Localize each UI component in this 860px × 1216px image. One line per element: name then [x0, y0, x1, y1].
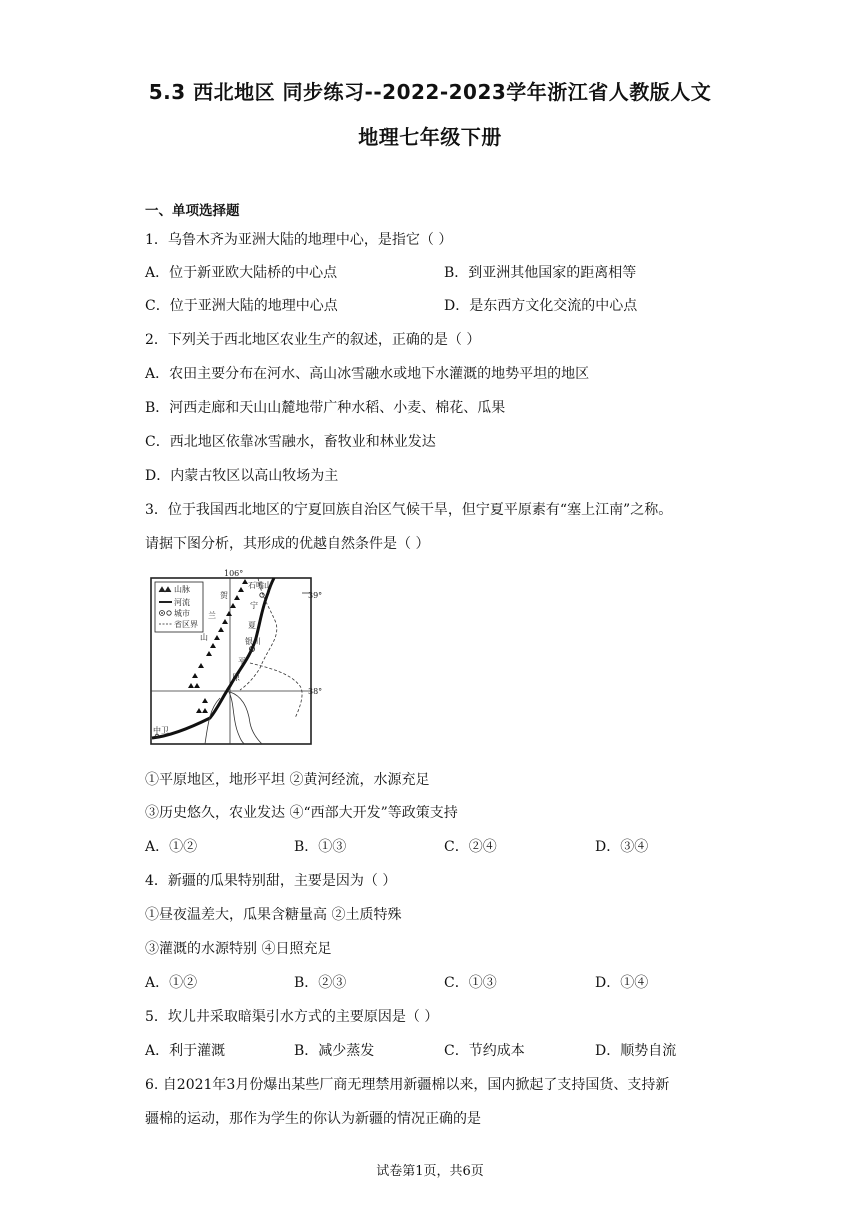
- question-5-option-a: A．利于灌溉: [145, 1043, 226, 1059]
- question-4-option-d: D．①④: [595, 975, 649, 991]
- question-1-option-a: A．位于新亚欧大陆桥的中心点: [145, 265, 338, 281]
- question-2-option-d: D．内蒙古牧区以高山牧场为主: [145, 468, 339, 484]
- question-2-stem: 2．下列关于西北地区农业生产的叙述，正确的是（ ）: [145, 332, 481, 348]
- question-4-option-a: A．①②: [145, 975, 198, 991]
- legend-city-label: 城市: [174, 609, 190, 618]
- question-2-option-a: A．农田主要分布在河水、高山冰雪融水或地下水灌溉的地势平坦的地区: [145, 366, 590, 382]
- label-helan-3: 山: [200, 633, 208, 642]
- question-3-statement-line1: ①平原地区，地形平坦 ②黄河经流，水源充足: [145, 772, 430, 788]
- question-3-statement-line2: ③历史悠久，农业发达 ④“西部大开发”等政策支持: [145, 805, 458, 821]
- question-4-option-b: B．②③: [294, 975, 347, 991]
- question-3-stem-line1: 3．位于我国西北地区的宁夏回族自治区气候干旱，但宁夏平原素有“塞上江南”之称。: [145, 502, 673, 518]
- document-title-line2: 地理七年级下册: [358, 125, 502, 149]
- question-4-statement-line1: ①昼夜温差大，瓜果含糖量高 ②土质特殊: [145, 907, 402, 923]
- label-helan-2: 兰: [208, 611, 216, 620]
- label-shizuishan: 石嘴山: [248, 581, 272, 590]
- legend-mountain-label: 山脉: [174, 585, 190, 594]
- question-1-option-d: D．是东西方文化交流的中心点: [444, 298, 638, 314]
- question-1-option-c: C．位于亚洲大陆的地理中心点: [145, 298, 338, 314]
- ningxia-map: [150, 568, 323, 748]
- question-5-option-b: B．减少蒸发: [294, 1043, 375, 1059]
- question-1-stem: 1．乌鲁木齐为亚洲大陆的地理中心，是指它（ ）: [145, 232, 453, 248]
- question-2-option-b: B．河西走廊和天山山麓地带广种水稻、小麦、棉花、瓜果: [145, 400, 506, 416]
- question-4-statement-line2: ③灌溉的水源特别 ④日照充足: [145, 941, 332, 957]
- legend-river-label: 河流: [174, 598, 190, 607]
- document-title-line1: 5.3 西北地区 同步练习--2022-2023学年浙江省人教版人文: [148, 80, 712, 104]
- label-xia: 夏: [248, 621, 256, 630]
- question-5-option-d: D．顺势自流: [595, 1043, 677, 1059]
- label-yinchuan: 银川: [245, 637, 261, 646]
- label-ping: 平: [238, 657, 246, 666]
- question-3-option-c: C．②④: [444, 839, 497, 855]
- longitude-label: 106°: [224, 569, 244, 578]
- question-2-option-c: C．西北地区依靠冰雪融水，畜牧业和林业发达: [145, 434, 436, 450]
- question-3-stem-line2: 请据下图分析，其形成的优越自然条件是（ ）: [145, 536, 430, 552]
- question-3-option-a: A．①②: [145, 839, 198, 855]
- question-3-option-b: B．①③: [294, 839, 347, 855]
- question-5-option-c: C．节约成本: [444, 1043, 525, 1059]
- question-3-option-d: D．③④: [595, 839, 649, 855]
- question-4-option-c: C．①③: [444, 975, 497, 991]
- page-footer: 试卷第1页，共6页: [376, 1164, 484, 1179]
- latitude-39-label: 39°: [308, 591, 323, 600]
- question-6-stem-line1: 6. 自2021年3月份爆出某些厂商无理禁用新疆棉以来，国内掀起了支持国货、支持新: [145, 1077, 670, 1093]
- question-4-stem: 4．新疆的瓜果特别甜，主要是因为（ ）: [145, 873, 397, 889]
- label-yuan: 原: [232, 673, 240, 682]
- legend-boundary-label: 省区界: [174, 620, 198, 629]
- question-1-option-b: B．到亚洲其他国家的距离相等: [444, 265, 637, 281]
- question-5-stem: 5．坎儿井采取暗渠引水方式的主要原因是（ ）: [145, 1009, 439, 1025]
- label-helan-1: 贺: [220, 591, 228, 600]
- label-ning: 宁: [250, 601, 258, 610]
- question-6-stem-line2: 疆棉的运动，那作为学生的你认为新疆的情况正确的是: [145, 1111, 481, 1127]
- section-heading: 一、单项选择题: [145, 203, 240, 219]
- label-zhongwei: 中卫: [153, 726, 169, 735]
- latitude-38-label: 38°: [308, 687, 323, 696]
